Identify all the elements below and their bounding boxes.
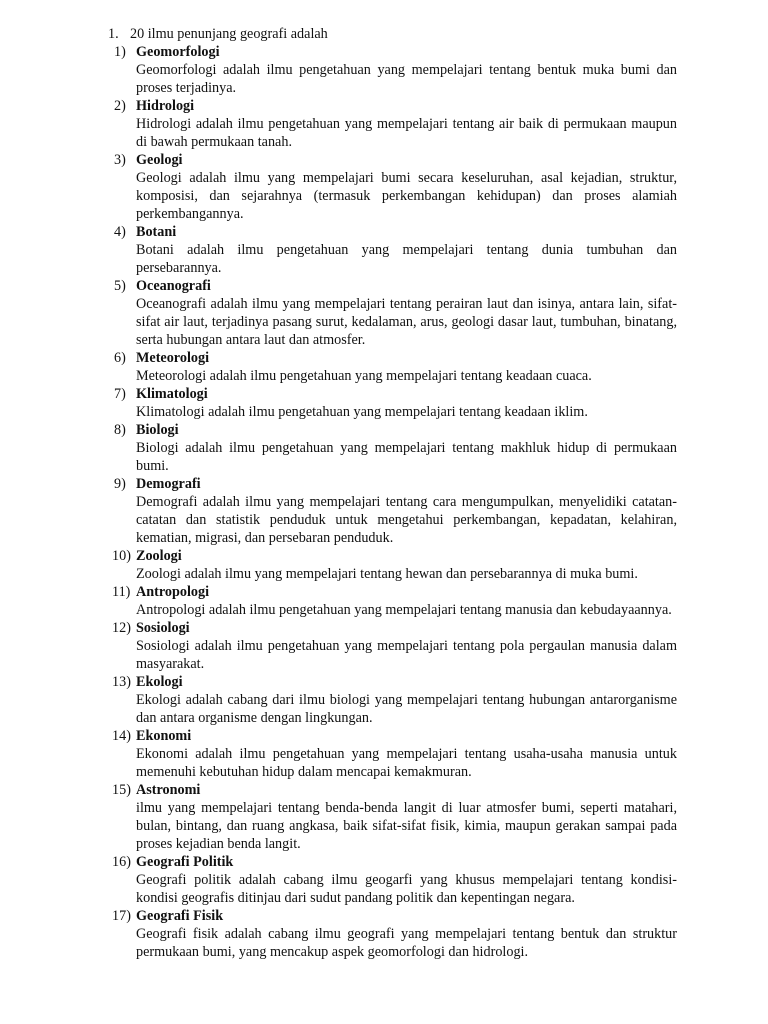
item-number: 6) [114, 350, 126, 366]
list-item [0, 853, 768, 907]
item-description: Demografi adalah ilmu yang mempelajari tentang cara mengumpulkan, menyelidiki catatan-catatan dan statistik penduduk untuk mengetahui perkembangan, kepadatan, kelahiran, kematian, migrasi, dan persebaran penduduk. [136, 494, 677, 546]
item-number: 10) [112, 548, 131, 564]
item-title: Geografi Politik [136, 854, 234, 870]
item-description: Antropologi adalah ilmu pengetahuan yang mempelajari tentang manusia dan kebudayaannya. [136, 602, 672, 618]
item-description: Biologi adalah ilmu pengetahuan yang mempelajari tentang makhluk hidup di permukaan bumi. [136, 440, 677, 474]
item-number: 3) [114, 152, 126, 168]
list-item [0, 583, 768, 619]
item-number: 12) [112, 620, 131, 636]
item-number: 15) [112, 782, 131, 798]
item-description: Klimatologi adalah ilmu pengetahuan yang mempelajari tentang keadaan iklim. [136, 404, 588, 420]
list-item [0, 727, 768, 781]
item-description: Zoologi adalah ilmu yang mempelajari tentang hewan dan persebarannya di muka bumi. [136, 566, 638, 582]
item-title: Demografi [136, 476, 201, 492]
item-title: Zoologi [136, 548, 182, 564]
item-title: Astronomi [136, 782, 201, 798]
item-title: Botani [136, 224, 177, 240]
list-item [0, 43, 768, 97]
item-description: Ekonomi adalah ilmu pengetahuan yang mempelajari tentang usaha-usaha manusia untuk memenuhi kebutuhan hidup dalam mencapai kemakmuran. [136, 746, 677, 780]
item-title: Antropologi [136, 584, 210, 600]
item-title: Meteorologi [136, 350, 210, 366]
item-title: Hidrologi [136, 98, 195, 114]
list-item [0, 907, 768, 961]
item-description: Hidrologi adalah ilmu pengetahuan yang mempelajari tentang air baik di permukaan maupun di bawah permukaan tanah. [136, 116, 677, 150]
heading-number: 1. [108, 26, 119, 42]
item-number: 11) [112, 584, 131, 600]
item-description: Botani adalah ilmu pengetahuan yang mempelajari tentang dunia tumbuhan dan persebarannya. [136, 242, 677, 276]
item-number: 16) [112, 854, 131, 870]
item-title: Ekologi [136, 674, 183, 690]
list-item [0, 781, 768, 853]
item-description: Meteorologi adalah ilmu pengetahuan yang mempelajari tentang keadaan cuaca. [136, 368, 592, 384]
item-description: Ekologi adalah cabang dari ilmu biologi yang mempelajari tentang hubungan antarorganisme dan antara organisme dengan lingkungan. [136, 692, 677, 726]
item-number: 1) [114, 44, 126, 60]
item-description: Geomorfologi adalah ilmu pengetahuan yang mempelajari tentang bentuk muka bumi dan proses terjadinya. [136, 62, 677, 96]
item-description: Sosiologi adalah ilmu pengetahuan yang mempelajari tentang pola pergaulan manusia dalam masyarakat. [136, 638, 677, 672]
item-description: Geologi adalah ilmu yang mempelajari bumi secara keseluruhan, asal kejadian, struktur, komposisi, dan sejarahnya (termasuk perkembangan kehidupan) dan proses alamiah perkembangannya. [136, 170, 677, 222]
item-title: Ekonomi [136, 728, 192, 744]
item-title: Sosiologi [136, 620, 190, 636]
item-description: Geografi fisik adalah cabang ilmu geografi yang mempelajari tentang bentuk dan struktur permukaan bumi, yang mencakup aspek geomorfologi dan hidrologi. [136, 926, 677, 960]
item-number: 17) [112, 908, 131, 924]
item-description: Geografi politik adalah cabang ilmu geogarfi yang khusus mempelajari tentang kondisi-kondisi geografis ditinjau dari sudut pandang politik dan kepentingan negara. [136, 872, 677, 906]
item-description: ilmu yang mempelajari tentang benda-benda langit di luar atmosfer bumi, seperti matahari, bulan, bintang, dan ruang angkasa, baik sifat-sifat fisik, kimia, maupun gerakan sampai pada proses kejadian benda langit. [136, 800, 677, 852]
item-number: 8) [114, 422, 126, 438]
item-description: Oceanografi adalah ilmu yang mempelajari tentang perairan laut dan isinya, antara lain, sifat-sifat air laut, terjadinya pasang surut, kedalaman, arus, geologi dasar laut, tumbuhan, binatang, serta hubungan antara laut dan atmosfer. [136, 296, 677, 348]
list-item [0, 421, 768, 475]
list-item [0, 277, 768, 349]
item-number: 2) [114, 98, 126, 114]
item-title: Biologi [136, 422, 179, 438]
item-title: Geomorfologi [136, 44, 220, 60]
item-number: 9) [114, 476, 126, 492]
document-page [0, 25, 768, 961]
item-list [0, 43, 768, 961]
list-item [0, 223, 768, 277]
item-number: 13) [112, 674, 131, 690]
list-item [0, 673, 768, 727]
list-item [0, 619, 768, 673]
list-item [0, 97, 768, 151]
list-item [0, 151, 768, 223]
item-number: 7) [114, 386, 126, 402]
item-title: Geografi Fisik [136, 908, 224, 924]
list-item [0, 475, 768, 547]
item-title: Klimatologi [136, 386, 208, 402]
item-title: Geologi [136, 152, 183, 168]
list-heading [0, 25, 768, 43]
item-title: Oceanografi [136, 278, 211, 294]
list-item [0, 547, 768, 583]
item-number: 5) [114, 278, 126, 294]
item-number: 4) [114, 224, 126, 240]
list-item [0, 349, 768, 385]
list-item [0, 385, 768, 421]
item-number: 14) [112, 728, 131, 744]
heading-text: 20 ilmu penunjang geografi adalah [130, 26, 328, 42]
